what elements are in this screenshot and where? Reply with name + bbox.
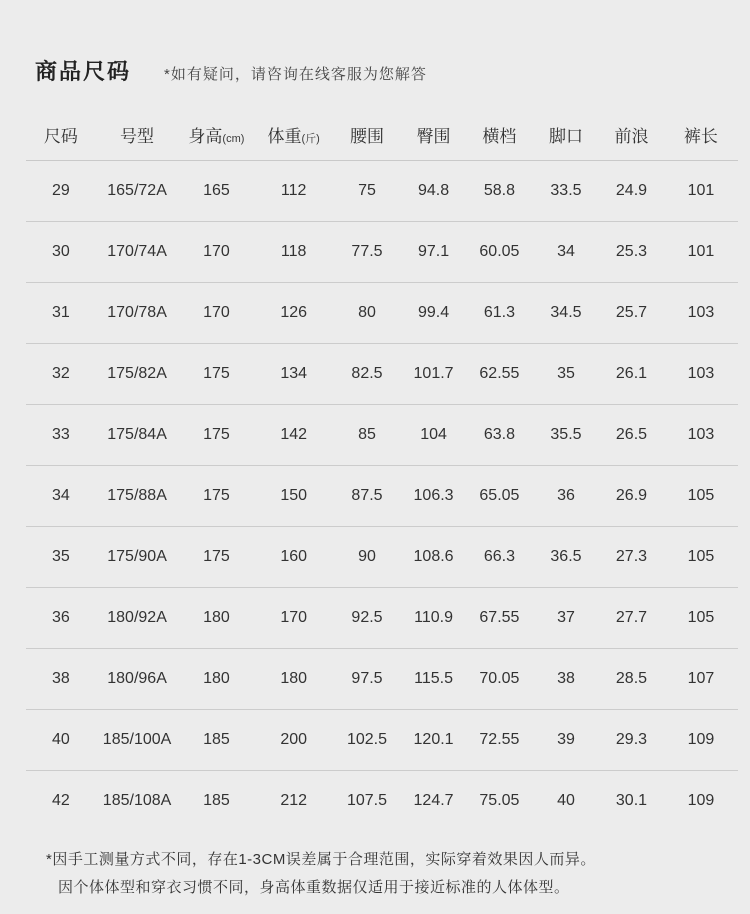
page-header	[0, 0, 750, 86]
table-row	[26, 770, 738, 831]
table-cell: 34	[26, 465, 96, 526]
table-cell: 107.5	[346, 791, 388, 809]
table-cell: 180/92A	[96, 587, 179, 648]
table-cell: 180/96A	[96, 648, 179, 709]
table-row	[26, 221, 738, 282]
table-cell: 175	[178, 404, 254, 465]
size-table	[26, 110, 738, 831]
table-cell: 62.55	[466, 343, 533, 404]
page-subtitle: *如有疑问，请咨询在线客服为您解答	[164, 66, 427, 83]
table-cell: 26.5	[599, 404, 664, 465]
table-cell: 110.9	[401, 587, 466, 648]
table-cell: 90	[333, 526, 401, 587]
table-cell: 67.55	[466, 587, 533, 648]
table-cell: 175	[178, 526, 254, 587]
table-cell: 30.1	[615, 791, 648, 809]
table-cell: 27.7	[599, 587, 664, 648]
table-cell: 212	[280, 791, 308, 809]
table-cell: 70.05	[466, 648, 533, 709]
column-header-label: 号型	[120, 127, 155, 147]
column-header	[26, 110, 96, 160]
table-cell: 165/72A	[96, 160, 179, 221]
column-header	[401, 110, 466, 160]
table-cell: 40	[557, 791, 575, 809]
table-cell: 27.3	[599, 526, 664, 587]
table-cell: 142	[255, 404, 333, 465]
table-cell: 180	[255, 648, 333, 709]
table-cell: 175/82A	[96, 343, 179, 404]
footnote-line2: 因个体体型和穿衣习惯不同，身高体重数据仅适用于接近标准的人体体型。	[58, 879, 570, 896]
table-row	[26, 404, 738, 465]
table-cell: 185/100A	[96, 709, 179, 770]
column-header-label: 裤长	[683, 127, 718, 147]
column-header-label: 横档	[482, 127, 517, 147]
table-cell: 103	[664, 282, 738, 343]
table-header-row	[26, 110, 738, 160]
table-cell: 180	[178, 648, 254, 709]
table-cell: 24.9	[599, 160, 664, 221]
table-cell: 109	[687, 791, 715, 809]
table-cell: 31	[26, 282, 96, 343]
table-cell: 101	[664, 160, 738, 221]
table-cell: 97.1	[401, 221, 466, 282]
table-cell: 124.7	[413, 791, 454, 809]
column-header-unit: (斤)	[301, 133, 320, 146]
page-title: 商品尺码	[35, 59, 132, 84]
table-cell: 103	[664, 343, 738, 404]
table-cell: 29	[26, 160, 96, 221]
table-cell: 175	[178, 465, 254, 526]
table-cell: 72.55	[466, 709, 533, 770]
table-cell: 42	[51, 791, 70, 809]
table-cell: 185	[178, 709, 254, 770]
table-cell: 170	[255, 587, 333, 648]
column-header	[333, 110, 401, 160]
table-cell: 63.8	[466, 404, 533, 465]
table-cell: 104	[401, 404, 466, 465]
table-row	[26, 709, 738, 770]
table-cell: 25.3	[599, 221, 664, 282]
table-cell: 92.5	[333, 587, 401, 648]
table-cell: 77.5	[333, 221, 401, 282]
table-cell: 61.3	[466, 282, 533, 343]
table-cell: 150	[255, 465, 333, 526]
footnote-line1: *因手工测量方式不同，存在1-3CM误差属于合理范围，实际穿着效果因人而异。	[46, 851, 596, 868]
table-cell: 120.1	[401, 709, 466, 770]
table-cell: 101.7	[401, 343, 466, 404]
table-cell: 126	[255, 282, 333, 343]
table-cell: 185/108A	[102, 791, 172, 809]
table-cell: 38	[533, 648, 599, 709]
table-row	[26, 160, 738, 221]
table-cell: 36.5	[533, 526, 599, 587]
table-cell: 170/78A	[96, 282, 179, 343]
column-header-unit: (cm)	[222, 133, 245, 146]
table-cell: 28.5	[599, 648, 664, 709]
table-cell: 39	[533, 709, 599, 770]
table-body	[26, 160, 738, 831]
table-cell: 30	[26, 221, 96, 282]
column-header-label: 体重	[267, 127, 302, 147]
table-cell: 105	[664, 587, 738, 648]
table-cell: 60.05	[466, 221, 533, 282]
table-row	[26, 587, 738, 648]
table-cell: 58.8	[466, 160, 533, 221]
table-cell: 66.3	[466, 526, 533, 587]
table-cell: 87.5	[333, 465, 401, 526]
table-row	[26, 465, 738, 526]
table-cell: 82.5	[333, 343, 401, 404]
column-header-label: 身高	[188, 127, 223, 147]
column-header-label: 尺码	[43, 127, 78, 147]
column-header	[255, 110, 333, 160]
table-cell: 75	[333, 160, 401, 221]
table-cell: 170	[178, 282, 254, 343]
table-cell: 115.5	[401, 648, 466, 709]
table-cell: 94.8	[401, 160, 466, 221]
table-cell: 33.5	[533, 160, 599, 221]
table-cell: 36	[533, 465, 599, 526]
table-cell: 29.3	[599, 709, 664, 770]
table-cell: 175/84A	[96, 404, 179, 465]
table-cell: 170/74A	[96, 221, 179, 282]
table-cell: 101	[664, 221, 738, 282]
table-cell: 165	[178, 160, 254, 221]
table-cell: 108.6	[401, 526, 466, 587]
table-cell: 97.5	[333, 648, 401, 709]
table-cell: 200	[255, 709, 333, 770]
table-cell: 26.1	[599, 343, 664, 404]
table-row	[26, 648, 738, 709]
table-cell: 180	[178, 587, 254, 648]
table-cell: 32	[26, 343, 96, 404]
table-cell: 80	[333, 282, 401, 343]
table-cell: 34	[533, 221, 599, 282]
table-cell: 106.3	[401, 465, 466, 526]
table-cell: 35.5	[533, 404, 599, 465]
table-cell: 36	[26, 587, 96, 648]
table-cell: 85	[333, 404, 401, 465]
table-cell: 40	[26, 709, 96, 770]
column-header	[466, 110, 533, 160]
column-header-label: 臀围	[416, 127, 451, 147]
column-header	[664, 110, 738, 160]
column-header-label: 脚口	[548, 127, 583, 147]
table-cell: 185	[203, 791, 230, 809]
table-cell: 37	[533, 587, 599, 648]
table-cell: 102.5	[333, 709, 401, 770]
table-row	[26, 343, 738, 404]
table-cell: 134	[255, 343, 333, 404]
table-row	[26, 526, 738, 587]
table-cell: 175	[178, 343, 254, 404]
column-header	[599, 110, 664, 160]
table-cell: 105	[664, 465, 738, 526]
table-cell: 175/90A	[96, 526, 179, 587]
table-cell: 26.9	[599, 465, 664, 526]
table-cell: 175/88A	[96, 465, 179, 526]
table-cell: 170	[178, 221, 254, 282]
table-cell: 107	[664, 648, 738, 709]
table-cell: 35	[26, 526, 96, 587]
table-cell: 160	[255, 526, 333, 587]
table-cell: 105	[664, 526, 738, 587]
table-cell: 35	[533, 343, 599, 404]
table-cell: 109	[664, 709, 738, 770]
column-header	[96, 110, 179, 160]
column-header-label: 前浪	[614, 127, 649, 147]
column-header	[533, 110, 599, 160]
table-cell: 75.05	[479, 791, 520, 809]
table-cell: 118	[255, 221, 333, 282]
table-cell: 65.05	[466, 465, 533, 526]
table-cell: 112	[255, 160, 333, 221]
page-footer	[0, 846, 750, 902]
table-cell: 33	[26, 404, 96, 465]
table-cell: 103	[664, 404, 738, 465]
table-cell: 99.4	[401, 282, 466, 343]
table-cell: 38	[26, 648, 96, 709]
table-row	[26, 282, 738, 343]
column-header-label: 腰围	[350, 127, 384, 147]
table-cell: 34.5	[533, 282, 599, 343]
column-header	[178, 110, 254, 160]
size-table-head	[26, 110, 738, 160]
table-cell: 25.7	[599, 282, 664, 343]
